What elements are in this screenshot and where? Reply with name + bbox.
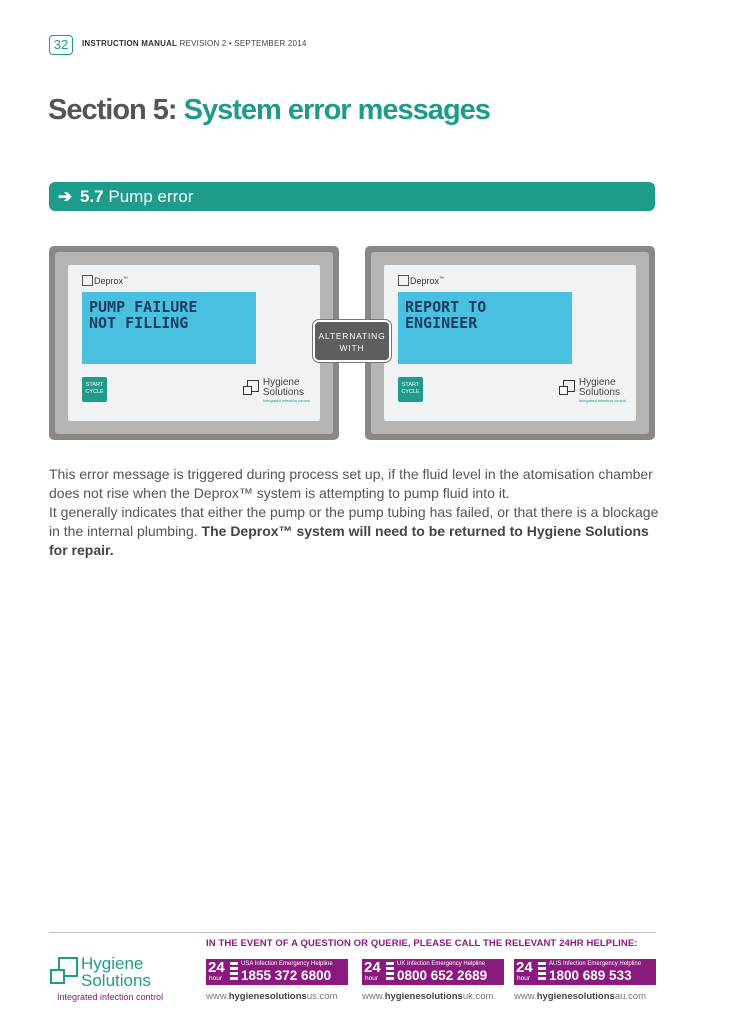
- deprox-brand: Deprox™: [82, 275, 128, 286]
- deprox-brand: Deprox™: [398, 275, 444, 286]
- running-header: [82, 39, 307, 48]
- website-link-usa[interactable]: www.hygienesolutionsus.com: [206, 991, 338, 1002]
- subsection-number: 5.7: [79, 187, 104, 206]
- phone-icon: [230, 962, 238, 982]
- alternating-label: ALTERNATING WITH: [313, 320, 391, 362]
- website-link-uk[interactable]: www.hygienesolutionsuk.com: [362, 991, 494, 1002]
- footer-logo: Hygiene Solutions Integrated infection control: [49, 955, 179, 1005]
- manual-label: INSTRUCTION MANUAL: [82, 39, 178, 48]
- helpline-usa: 24 hour USA Infection Emergency Helpline 1855 372 6800: [206, 959, 348, 985]
- paragraph-1: This error message is triggered during process set up, if the fluid level in the atomisation chamber does not rise when the Deprox™ system is attempting to pump fluid into it.: [49, 466, 653, 501]
- deprox-logo-icon: [398, 275, 409, 286]
- section-heading: System error messages: [183, 94, 490, 126]
- helpline-aus: 24 hour AUS Infection Emergency Helpline 1800 689 533: [514, 959, 656, 985]
- device-panel-1: [49, 246, 339, 440]
- repair-notice: The Deprox™ system will need to be returned to Hygiene Solutions for repair.: [49, 523, 649, 558]
- body-text: [49, 465, 669, 560]
- start-cycle-button[interactable]: START CYCLE: [82, 377, 107, 402]
- lcd-line-1: PUMP FAILURE: [89, 298, 198, 316]
- footer-message: IN THE EVENT OF A QUESTION OR QUERIE, PLEASE CALL THE RELEVANT 24HR HELPLINE:: [206, 938, 638, 949]
- helpline-phone: 1800 689 533: [549, 968, 632, 983]
- section-title: [48, 94, 490, 127]
- device-bezel: [371, 252, 649, 434]
- device-bezel: [55, 252, 333, 434]
- start-cycle-button[interactable]: START CYCLE: [398, 377, 423, 402]
- device-logo: Hygiene Solutions Integrated infection control: [579, 378, 626, 404]
- lcd-line-1: REPORT TO: [405, 298, 487, 316]
- footer-divider: [49, 932, 656, 933]
- arrow-right-icon: ➔: [58, 187, 73, 206]
- phone-icon: [386, 962, 394, 982]
- device-logo: Hygiene Solutions Integrated infection control: [263, 378, 310, 404]
- paragraph-2: It generally indicates that either the pump or the pump tubing has failed, or that there is a blockage in the internal plumbing. The Deprox™ system will need to be returned to Hygiene Solutions for repair.: [49, 504, 659, 558]
- device-panel-2: [365, 246, 655, 440]
- page-number: 32: [49, 35, 73, 55]
- lcd-screen: [82, 292, 256, 364]
- website-link-aus[interactable]: www.hygienesolutionsau.com: [514, 991, 646, 1002]
- phone-icon: [538, 962, 546, 982]
- lcd-line-2: ENGINEER: [405, 314, 478, 332]
- helpline-phone: 1855 372 6800: [241, 968, 332, 983]
- lcd-line-2: NOT FILLING: [89, 314, 189, 332]
- device-face: [68, 265, 320, 421]
- subsection-bar: [49, 182, 655, 211]
- deprox-logo-icon: [82, 275, 93, 286]
- lcd-screen: [398, 292, 572, 364]
- section-prefix: Section 5:: [48, 94, 177, 126]
- revision-label: REVISION 2 • SEPTEMBER 2014: [179, 39, 307, 48]
- helpline-uk: 24 hour UK Infection Emergency Helpline 0800 652 2689: [362, 959, 504, 985]
- helpline-phone: 0800 652 2689: [397, 968, 488, 983]
- device-face: [384, 265, 636, 421]
- subsection-title: Pump error: [108, 187, 194, 206]
